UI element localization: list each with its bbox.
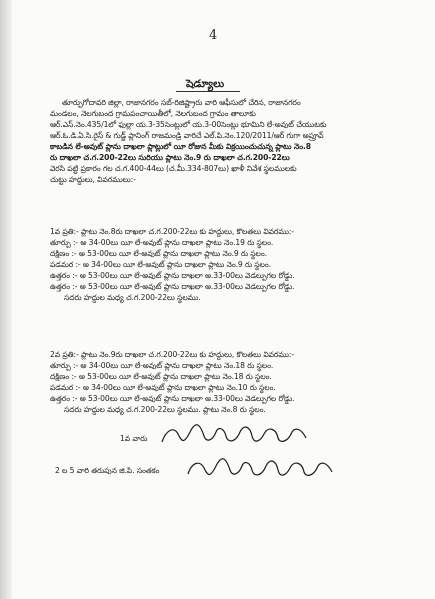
- intro-line: మండలం, నెలగుబంద గ్రామపంచాయితీలో, నెలగుబంద గ్రామం తాలూకు: [50, 109, 256, 118]
- page-number: 4: [209, 28, 218, 43]
- boundary-row: ఉత్తరం :- అ 53-00లు యీ లే-అవుట్ ప్లాను దాఖలా అ.33-00లు వెడల్పుగల రోడ్డు.: [50, 394, 295, 403]
- intro-line: చుట్టు హద్దులు, వివరములు:-: [50, 175, 136, 184]
- boundary-row: ఉత్తరం :- అ 53-00లు యీ లే-అవుట్ ప్లాను దాఖలా అ.33-00లు వెడల్పుగల రోడ్డు.: [50, 271, 295, 280]
- boundary-row: పడమర :- అ 34-00లు యీ లే-అవుట్ ప్లాను దాఖలా ప్లాటు నెం.10 రు స్థలం.: [50, 383, 276, 392]
- boundary-row: దక్షిణం :- అ 53-00లు యీ లే-అవుట్ ప్లాను దాఖలా ప్లాటు నెం.9 రు స్థలం.: [50, 249, 267, 258]
- intro-line: ఆర్.ఎస్.నెం.435/1లో ఫుల్లా య.3-35సెంట్లులో య.3-00సెంట్లు భూమిని లే-అవుట్ చేయుటకు: [50, 120, 327, 129]
- heading-underline: [176, 91, 240, 92]
- section-summary: సదరు హద్దుల మధ్య చ.గ.200-22లు స్థలము.: [64, 293, 201, 302]
- section-title: 2వ ప్రతి:- ప్లాటు నెం.9రు దాఖలా చ.గ.200-22లు కు హద్దులు, కొలతలు వివరము:-: [50, 350, 294, 359]
- section-title: 1వ ప్రతి:- ప్లాటు నెం.8రు దాఖలా చ.గ.200-22లు కు హద్దులు, కొలతలు వివరము:-: [50, 227, 294, 236]
- handwritten-signature-2: [186, 454, 336, 484]
- signature-caption: 2 ల 5 వారి తరుపున జి.పి. సంతకం: [55, 466, 160, 475]
- boundary-row: పడమర :- అ 34-00లు యీ లే-అవుట్ ప్లాను దాఖలా ప్లాటు నెం.9 రు స్థలం.: [50, 260, 271, 269]
- signature-caption: 1వ వారు: [120, 434, 148, 443]
- intro-line: వెరసి పట్టి ప్రకారం గల చ.గ.400-44లు (చ.మీ.334-807లు) ఖాళీ నివేశ స్థలములకు: [50, 164, 297, 173]
- boundary-row: దక్షిణం :- అ 53-00లు యీ లే-అవుట్ ప్లాను దాఖలా ప్లాటు నెం.18 రు స్థలం.: [50, 372, 272, 381]
- intro-line: కాబడిన లే-అవుట్ ప్లాను దాఖలా ప్లాట్లులో యీ రోజున మీకు విక్రయించుచున్న ప్లాటు నెం.8: [50, 142, 311, 151]
- intro-line: రు దాఖలా చ.గ.200-22లు సురియు ప్లాటు నెం.9 రు దాఖలా చ.గ.200-22లు: [50, 153, 290, 162]
- intro-line: ఆర్.ఓ.డి.ఏ.సి.రైస్ & గుడ్జ్ ప్లానింగ్ రాజమండ్రి వారిచే ఎల్.పి.నెం.120/2011/ఆర్ గుగా అప్రూవ్: [50, 131, 324, 140]
- boundary-row: ఉత్తరం :- అ 53-00లు యీ లే-అవుట్ ప్లాను దాఖలా అ.33-00లు వెడల్పుగల రోడ్డు.: [50, 282, 295, 291]
- intro-line: తూర్పుగోదావరి జిల్లా, రాజానగరం సబ్-రిజిష్ట్రారు వారి ఆఫీసులో చేరిన, రాజానగరం: [62, 98, 301, 107]
- page-binding-edge: [0, 0, 12, 599]
- boundary-row: తూర్పు :- అ 34-00లు యీ లే-అవుట్ ప్లాను దాఖలా ప్లాటు నెం.18 రు స్థలం.: [50, 361, 274, 370]
- boundary-row: తూర్పు :- అ 34-00లు యీ లే-అవుట్ ప్లాను దాఖలా ప్లాటు నెం.19 రు స్థలం.: [50, 238, 274, 247]
- handwritten-signature-1: [160, 420, 310, 450]
- section-summary: సదరు హద్దుల మధ్య చ.గ.200-22లు స్థలము. ప్లాటు నెం.8 రు స్థలం.: [64, 405, 266, 414]
- schedule-heading: షెడ్యూలు: [186, 78, 225, 90]
